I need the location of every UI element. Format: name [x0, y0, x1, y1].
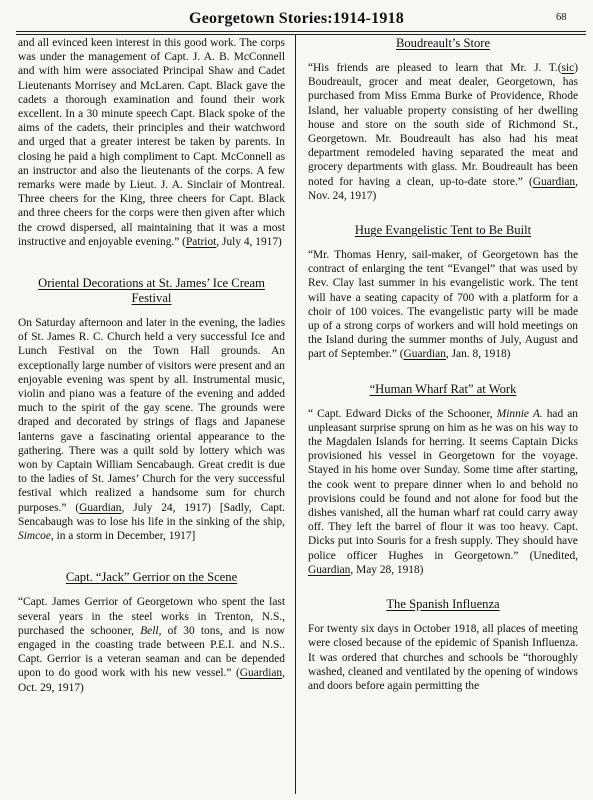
oriental-article-text [18, 316, 285, 543]
heading-evangelistic-tent: Huge Evangelistic Tent to Be Built [354, 223, 532, 238]
tent-text: “Mr. Thomas Henry, sail-maker, of Georgetown has the contract of enlarging the tent “Evangel” that was used by Rev. Clay last summer in his evangelistic work. The tent will have a seating capacity of 700 with a platform for a choir of 100 voices. The evangelistic party will be made up of a strong corps of workers and will hold meetings on the Island during the summer months of July, August and part of September.” ( [308, 249, 578, 361]
wharf-rat-text: “ Capt. Edward Dicks of the Schooner, [308, 407, 497, 420]
wharf-rat-ship-name: Minnie A. [496, 407, 543, 420]
right-column [308, 36, 578, 693]
tent-date: , Jan. 8, 1918) [445, 348, 511, 361]
boudreault-sic: sic [561, 62, 575, 74]
wharf-rat-date: , May 28, 1918) [350, 563, 424, 576]
oriental-text: On Saturday afternoon and later in the evening, the ladies of St. James R. C. Church held a very successful Ice and Lunch Festival on the Town Hall grounds. An exceptionally large number of visitors were present and an enjoyable evening was spent by all. Instrumental music, violin and piano was a feature of the evening and added much to the spirit of the gay scene. The grounds were draped and decorated by strings of flags and Japanese lanterns gave a fascinating oriental appearance to the gathering. There was a quilt sold by lottery which was won by Captain William Sencabaugh. Great credit is due to the ladies of St. James’ Church for the very successful festival which realized a handsome sum for church purposes.” ( [18, 317, 285, 514]
boudreault-text: “His friends are pleased to learn that Mr. J. T.( [308, 62, 562, 74]
boudreault-date: , Nov. 24, 1917) [308, 175, 578, 202]
wharf-rat-text-cont: had an unpleasant surprise sprung on him as he was on his way to the Magdalen Islands for herring. It seems Captain Dicks provisioned his vessel in Georgetown for the voyage. Stayed in his home over Sunday. Some time after starting, the cook went to prepare dinner when lo and behold no provisions could be found and not alone for food but the dishes vanished, all the human wharf rat could carry away off. They left the barrel of flour it was too heavy. Capt. Dicks put into Souris for a fresh supply. They should have police officer Hughes in Georgetown.” (Unedited, [308, 407, 578, 562]
gerrior-text-cont: , of 30 tons, and is now engaged in the coasting trade between P.E.I. and N.S.. Capt. Gerrior is a veteran seaman and can be depended upon to do good work with his new vessel.” ( [18, 624, 285, 680]
gerrior-article-text [18, 595, 285, 694]
tent-article-text [308, 248, 578, 362]
oriental-source: Guardian [79, 501, 122, 514]
oriental-text-cont: , July 24, 1917) [Sadly, Capt. Sencabaugh was to lose his life in the sinking of the ship, [18, 501, 285, 528]
boudreault-article-text [308, 61, 578, 203]
cadets-source: Patriot [185, 235, 217, 248]
gerrior-source: Guardian [239, 667, 283, 680]
gerrior-ship-name: Bell [140, 624, 159, 637]
oriental-text-end: , in a storm in December, 1917] [50, 530, 196, 543]
wharf-rat-source: Guardian [308, 563, 351, 576]
heading-wharf-rat: “Human Wharf Rat” at Work [369, 381, 517, 396]
header-rule-top [16, 31, 586, 32]
heading-spanish-influenza: The Spanish Influenza [386, 597, 500, 612]
boudreault-source: Guardian [532, 175, 576, 188]
boudreault-text-cont: ) Boudreault, grocer and meat dealer, Georgetown, has purchased from Miss Emma Burke of Providence, Rhode Island, her valuable property consisting of her dwelling house and store on the south side of Richmond St., Georgetown. Mr. Boudreault has also had his meat department remodeled having separated the meat and grocery departments with glass. Mr. Boudreault has been noted for having a clean, up-to-date store.” ( [308, 62, 578, 188]
page-title: Georgetown Stories:1914-1918 [189, 10, 404, 27]
oriental-ship-name: Simcoe [18, 530, 51, 543]
heading-boudreault-store: Boudreault’s Store [395, 36, 491, 50]
page-number: 68 [556, 12, 567, 23]
heading-oriental-decorations: Oriental Decorations at St. James’ Ice Cream Festival [38, 276, 265, 306]
gerrior-text: “Capt. James Gerrior of Georgetown who spent the last several years in the steel works in Trenton, N.S., purchased the schooner, [18, 596, 285, 637]
header-rule-bottom [16, 34, 586, 35]
influenza-article-text: For twenty six days in October 1918, all places of meeting were closed because of the epidemic of Spanish Influenza. It was ordered that churches and schools be “thoroughly washed, cleaned and ventilated by the opening of windows and doors before again permitting the [308, 623, 578, 692]
cadets-article-text [18, 36, 285, 249]
cadets-date: , July 4, 1917) [216, 235, 282, 248]
tent-source: Guardian [403, 348, 446, 361]
left-column [18, 36, 285, 695]
gerrior-date: , Oct. 29, 1917) [18, 667, 285, 694]
heading-capt-gerrior: Capt. “Jack” Gerrior on the Scene [65, 570, 238, 585]
wharf-rat-article-text [308, 407, 578, 577]
column-divider [295, 34, 296, 794]
cadets-text: and all evinced keen interest in this good work. The corps was under the management of Capt. J. A. B. McConnell and with him were associated Principal Shaw and Cadet Lieutenants Morrisey and McLaren. Capt. Black gave the cadets a thorough examination and found their work excellent. In a 30 minute speech Capt. Black spoke of the aims of the cadets, their principles and their watchword and urged that a greater interest be taken by parents. In closing he paid a high compliment to Capt. McConnell as an instructor and also the lieutenants of the corps. A few remarks were made by Lieut. J. A. Sinclair of Montreal. Three cheers for the King, three cheers for Capt. Black and three cheers for the corps were then given after which the crowd dispersed, all maintaining that it was a most instructive and enjoyable evening.” ( [18, 37, 285, 248]
